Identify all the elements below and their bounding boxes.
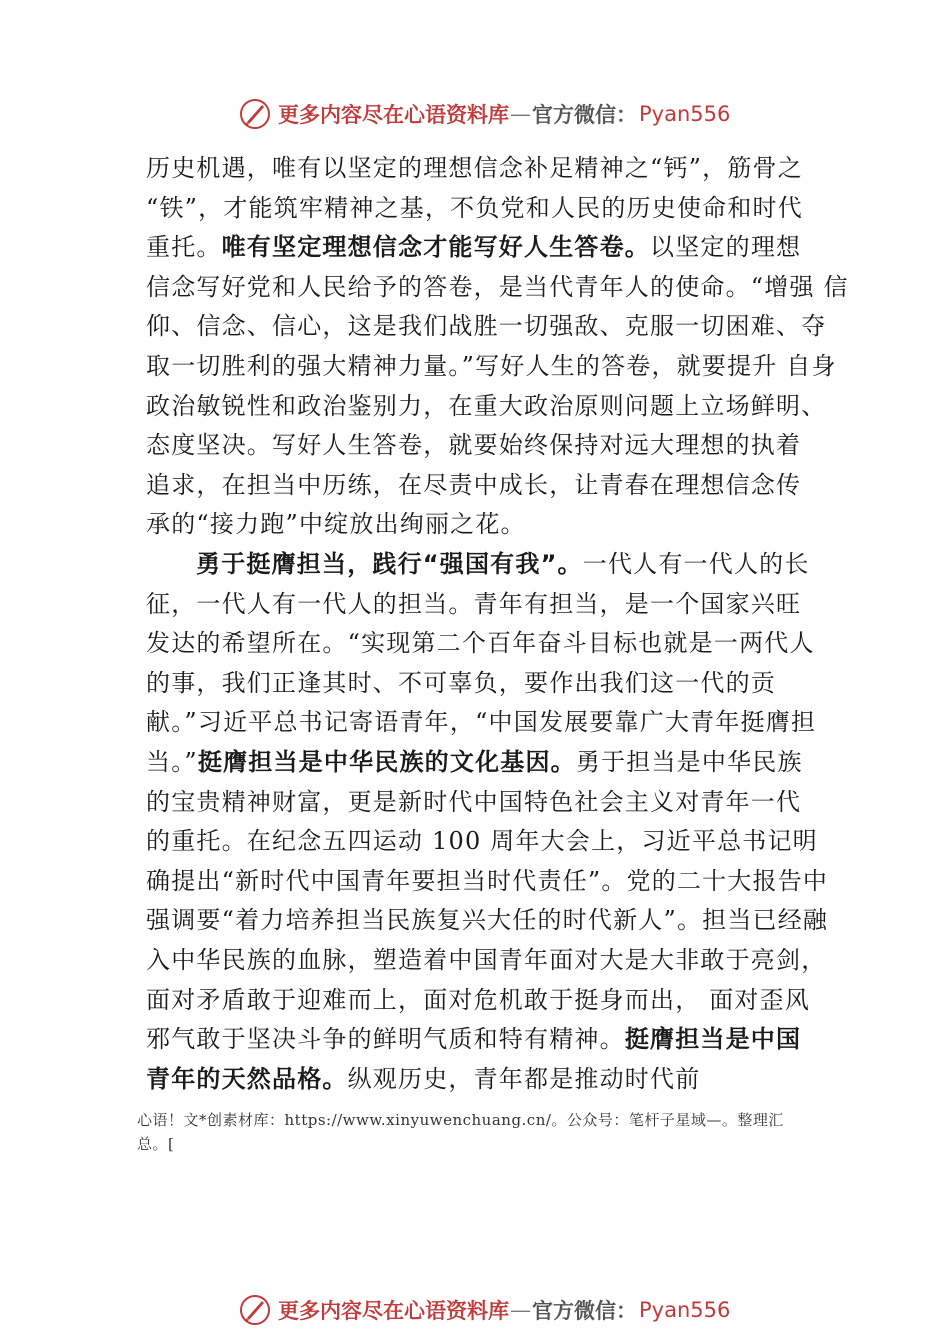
- banner-dash: —: [510, 102, 531, 126]
- body-line: [146, 232, 826, 262]
- body-text-run: 政治敏锐性和政治鉴别力，在重大政治原则问题上立场鲜明、: [146, 392, 827, 420]
- banner-label: 官方微信：: [532, 102, 637, 127]
- body-line: [146, 747, 826, 777]
- body-line: [146, 945, 826, 975]
- emphasis-text: 挺膺担当是中国: [624, 1025, 802, 1053]
- body-line: [146, 787, 826, 817]
- quill-logo-icon: [238, 1293, 272, 1327]
- body-line: [146, 905, 829, 935]
- banner-wechat-id: Pyan556: [639, 1298, 731, 1322]
- body-line: [146, 391, 826, 421]
- banner-wechat-id: Pyan556: [639, 102, 731, 126]
- banner-dash: —: [510, 1298, 531, 1322]
- body-text-run: 面对矛盾敢于迎难而上，面对危机敢于挺身而出， 面对歪风: [146, 986, 811, 1014]
- body-text-run: 的重托。在纪念五四运动 100 周年大会上，习近平总书记明: [146, 827, 818, 855]
- emphasis-text: 唯有坚定理想信念才能写好人生答卷。: [221, 233, 651, 261]
- body-text-run: 取一切胜利的强大精神力量。”写好人生的答卷，就要提升 自身: [146, 352, 837, 380]
- body-line: [146, 1064, 826, 1094]
- footer-note-line-2: 总。[: [137, 1135, 175, 1153]
- body-text-run: 邪气敢于坚决斗争的鲜明气质和特有精神。: [146, 1025, 625, 1053]
- body-text-run: 勇于担当是中华民族: [575, 748, 803, 776]
- body-text-run: 入中华民族的血脉，塑造着中国青年面对大是大非敢于亮剑，: [146, 946, 827, 974]
- emphasis-text: 挺膺担当是中华民族的文化基因。: [197, 748, 576, 776]
- body-text-run: 信念写好党和人民给予的答卷，是当代青年人的使命。“增强 信: [146, 273, 849, 301]
- body-text-run: 当。”: [146, 748, 198, 776]
- body-text-run: 重托。: [146, 233, 222, 261]
- body-line: [146, 866, 829, 896]
- body-text-run: 发达的希望所在。“实现第二个百年奋斗目标也就是一两代人: [146, 629, 815, 657]
- body-text-run: 以坚定的理想: [650, 233, 802, 261]
- body-line: [146, 668, 826, 698]
- body-text-run: 态度坚决。写好人生答卷，就要始终保持对远大理想的执着: [146, 431, 802, 459]
- body-text-run: 承的“接力跑”中绽放出绚丽之花。: [146, 510, 526, 538]
- body-line: [146, 985, 826, 1015]
- banner-label: 官方微信：: [532, 1298, 637, 1323]
- body-line: [146, 1024, 826, 1054]
- body-text-run: 一代人有一代人的长: [582, 550, 810, 578]
- body-line: [146, 589, 826, 619]
- quill-logo-icon: [238, 97, 272, 131]
- body-line: [146, 351, 837, 381]
- body-text-run: 确提出“新时代中国青年要担当时代责任”。党的二十大报告中: [146, 867, 829, 895]
- body-text-run: 的事，我们正逢其时、不可辜负，要作出我们这一代的贡: [146, 669, 776, 697]
- banner-brand: 更多内容尽在心语资料库: [278, 102, 509, 127]
- body-text-run: 仰、信念、信心，这是我们战胜一切强敌、克服一切困难、夺: [146, 312, 827, 340]
- body-text-run: 纵观历史，青年都是推动时代前: [347, 1065, 701, 1093]
- body-text-run: “铁”，才能筑牢精神之基，不负党和人民的历史使命和时代: [146, 194, 803, 222]
- body-line: [196, 549, 876, 579]
- body-line: [146, 509, 826, 539]
- body-line: [146, 430, 826, 460]
- footer-banner: [238, 1290, 730, 1330]
- body-line: [146, 272, 849, 302]
- body-line: [146, 470, 826, 500]
- header-banner: [238, 94, 730, 134]
- body-text-run: 历史机遇，唯有以坚定的理想信念补足精神之“钙”，筋骨之: [146, 154, 803, 182]
- body-text-run: 追求，在担当中历练，在尽责中成长，让青春在理想信念传: [146, 471, 802, 499]
- body-text-run: 强调要“着力培养担当民族复兴大任的时代新人”。担当已经融: [146, 906, 829, 934]
- body-text-run: 征，一代人有一代人的担当。青年有担当，是一个国家兴旺: [146, 590, 802, 618]
- body-line: [146, 628, 826, 658]
- body-line: [146, 311, 826, 341]
- body-text-run: 的宝贵精神财富，更是新时代中国特色社会主义对青年一代: [146, 788, 802, 816]
- banner-brand: 更多内容尽在心语资料库: [278, 1298, 509, 1323]
- body-line: [146, 153, 826, 183]
- emphasis-text: 青年的天然品格。: [146, 1065, 348, 1093]
- body-line: [146, 826, 826, 856]
- emphasis-text: 勇于挺膺担当，践行“强国有我”。: [196, 550, 583, 578]
- body-line: [146, 707, 826, 737]
- body-line: [146, 193, 826, 223]
- footer-note-line-1: 心语！文*创素材库：https://www.xinyuwenchuang.cn/。公众号：笔杆子星域—。整理汇: [137, 1111, 784, 1129]
- body-text-run: 献。”习近平总书记寄语青年，“中国发展要靠广大青年挺膺担: [146, 708, 817, 736]
